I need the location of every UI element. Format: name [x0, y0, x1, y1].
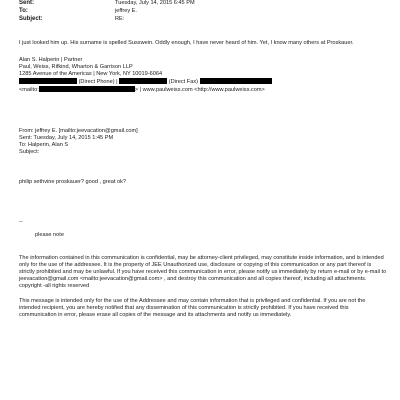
- redaction-bar: [19, 78, 77, 84]
- to-value: jeffrey E.: [115, 8, 137, 14]
- direct-fax-label: (Direct Fax): [168, 79, 198, 85]
- reply-body: I just looked him up. His surname is spelled Susswein. Oddly enough, I have never heard of him. Yet, I know many others at Proskauer.: [19, 40, 354, 46]
- mailto-prefix: <mailto:: [19, 87, 39, 93]
- subject-value: RE:: [115, 16, 125, 22]
- signature-web-line: [19, 86, 387, 94]
- disclaimer-intended-use: This message is intended only for the use of the Addressee and may contain information that is privileged and confidential. If you are not the intended recipient, you are hereby notified that any dissemination of this communication is strictly prohibited. If you have received this communication in error, please erase all copies of the message and its attachments and notify us immediately.: [19, 298, 366, 318]
- original-body: philip sethvine proskauer? good , great ok?: [19, 179, 126, 185]
- subject-label: Subject:: [19, 16, 43, 22]
- subject-row: [19, 16, 387, 23]
- direct-phone-label: (Direct Phone) |: [78, 79, 118, 85]
- signature-name: Alan S. Halperin | Partner: [19, 57, 83, 63]
- original-sent: Sent: Tuesday, July 14, 2015 1:45 PM: [19, 135, 114, 141]
- original-subject: Subject:: [19, 149, 40, 155]
- original-message-header: [19, 128, 387, 156]
- signature-separator: --: [19, 219, 23, 225]
- to-row: [19, 8, 387, 15]
- signature-block: [19, 57, 387, 94]
- sent-value: Tuesday, July 14, 2015 6:45 PM: [115, 0, 195, 6]
- email-document: [19, 0, 387, 319]
- signature-address: 1285 Avenue of the Americas | New York, NY 10019-6064: [19, 71, 163, 77]
- original-from: From: jeffrey E. [mailto:jeevacation@gmail.com]: [19, 128, 138, 134]
- signature-phone-line: [19, 78, 387, 86]
- signature-firm: Paul, Weiss, Rifkind, Wharton & Garrison LLP: [19, 64, 133, 70]
- redaction-bar: [200, 78, 272, 84]
- redaction-bar: [119, 78, 167, 84]
- to-label: To:: [19, 8, 28, 14]
- sent-row: [19, 0, 387, 7]
- disclaimer-confidential: The information contained in this communication is confidential, may be attorney-client privileged, may constitute inside information, and is intended only for the use of the addressee. It is the property of JEE Unauthorized use, disclosure or copying of this communication or any part thereof is strictly prohibited and may be unlawful. If you have received this communication in error, please notify us immediately by return e-mail or by e-mail to jeevacation@gmail.com <mailto:jeevacation@gmail.com> , and destroy this communication and all copies thereof, including all attachments. copyright -all rights reserved: [19, 255, 387, 289]
- website-link[interactable]: > | www.paulweiss.com <http://www.paulweiss.com>: [134, 87, 265, 93]
- original-to: To: Halperin, Alan S: [19, 142, 69, 148]
- sent-label: Sent:: [19, 0, 34, 6]
- redaction-bar: [39, 86, 135, 92]
- please-note: please note: [35, 232, 64, 238]
